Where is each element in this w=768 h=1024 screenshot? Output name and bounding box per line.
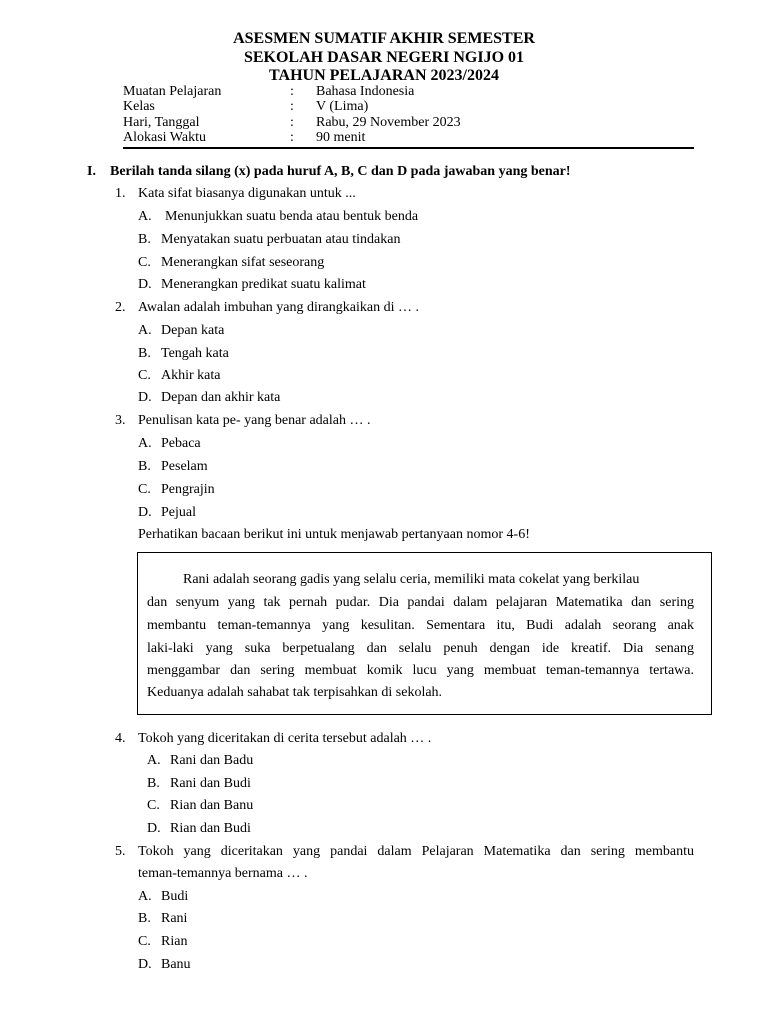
- option-letter: B.: [138, 346, 151, 361]
- option-text: Rani: [161, 911, 188, 926]
- option-letter: D.: [138, 505, 152, 520]
- option-text: Banu: [161, 957, 191, 972]
- option-text: Peselam: [161, 459, 208, 474]
- passage-line: membantu teman-temannya yang kesulitan. Sementara itu, Budi adalah seorang anak: [147, 618, 694, 633]
- option-letter: C.: [138, 934, 151, 949]
- question-text: Kata sifat biasanya digunakan untuk ...: [138, 186, 356, 201]
- option-letter: D.: [147, 821, 161, 836]
- header-divider: [123, 147, 694, 149]
- info-label: Alokasi Waktu: [123, 130, 206, 145]
- option-letter: A.: [138, 209, 152, 224]
- option-text: Rian: [161, 934, 188, 949]
- question-text-continued: teman-temannya bernama … .: [138, 866, 308, 881]
- exam-title: ASESMEN SUMATIF AKHIR SEMESTER: [233, 30, 535, 47]
- info-label: Kelas: [123, 99, 155, 114]
- academic-year: TAHUN PELAJARAN 2023/2024: [269, 67, 499, 84]
- option-text: Pengrajin: [161, 482, 215, 497]
- reading-instruction: Perhatikan bacaan berikut ini untuk menjawab pertanyaan nomor 4-6!: [138, 527, 530, 542]
- option-text: Menyatakan suatu perbuatan atau tindakan: [161, 232, 401, 247]
- passage-line: Keduanya adalah sahabat tak terpisahkan di sekolah.: [147, 685, 443, 700]
- option-letter: D.: [138, 957, 152, 972]
- passage-line: Rani adalah seorang gadis yang selalu ceria, memiliki mata cokelat yang berkilau: [183, 572, 640, 587]
- option-text: Depan dan akhir kata: [161, 390, 281, 405]
- question-number: 1.: [115, 186, 126, 201]
- option-letter: C.: [138, 255, 151, 270]
- info-value: Bahasa Indonesia: [316, 84, 415, 99]
- option-letter: B.: [138, 459, 151, 474]
- option-text: Rani dan Budi: [170, 776, 251, 791]
- option-text: Menerangkan predikat suatu kalimat: [161, 277, 366, 292]
- passage-line: laki-laki yang suka berpetualang dan selalu penuh dengan ide kreatif. Dia senang: [147, 641, 694, 656]
- section-number: I.: [87, 164, 96, 179]
- info-value: V (Lima): [316, 99, 369, 114]
- option-letter: A.: [138, 323, 152, 338]
- question-text: Awalan adalah imbuhan yang dirangkaikan di … .: [138, 300, 419, 315]
- question-number: 4.: [115, 731, 126, 746]
- option-text: Menerangkan sifat seseorang: [161, 255, 325, 270]
- option-letter: B.: [138, 232, 151, 247]
- option-text: Tengah kata: [161, 346, 229, 361]
- question-number: 2.: [115, 300, 126, 315]
- passage-line: menggambar dan sering membuat komik lucu yang membuat teman-temannya tertawa.: [147, 663, 694, 678]
- question-text: Tokoh yang diceritakan yang pandai dalam Pelajaran Matematika dan sering membantu: [138, 844, 694, 859]
- info-value: 90 menit: [316, 130, 366, 145]
- option-letter: C.: [138, 482, 151, 497]
- option-text: Budi: [161, 889, 189, 904]
- option-letter: A.: [138, 889, 152, 904]
- option-letter: C.: [138, 368, 151, 383]
- option-text: Rian dan Budi: [170, 821, 251, 836]
- option-text: Depan kata: [161, 323, 225, 338]
- option-text: Pejual: [161, 505, 196, 520]
- option-text: Akhir kata: [161, 368, 221, 383]
- option-text: Menunjukkan suatu benda atau bentuk benda: [165, 209, 419, 224]
- info-value: Rabu, 29 November 2023: [316, 115, 461, 130]
- option-letter: A.: [138, 436, 152, 451]
- school-name: SEKOLAH DASAR NEGERI NGIJO 01: [243, 49, 525, 66]
- option-text: Rani dan Badu: [170, 753, 254, 768]
- question-number: 3.: [115, 413, 126, 428]
- option-letter: D.: [138, 277, 152, 292]
- question-text: Tokoh yang diceritakan di cerita tersebut adalah … .: [138, 731, 432, 746]
- option-text: Pebaca: [161, 436, 201, 451]
- info-label: Muatan Pelajaran: [123, 84, 222, 99]
- option-letter: B.: [147, 776, 160, 791]
- info-separator: :: [290, 99, 294, 114]
- option-letter: D.: [138, 390, 152, 405]
- info-separator: :: [290, 115, 294, 130]
- option-letter: C.: [147, 798, 160, 813]
- info-separator: :: [290, 84, 294, 99]
- option-letter: B.: [138, 911, 151, 926]
- option-text: Rian dan Banu: [170, 798, 254, 813]
- info-separator: :: [290, 130, 294, 145]
- section-instruction: Berilah tanda silang (x) pada huruf A, B, C dan D pada jawaban yang benar!: [110, 164, 571, 179]
- passage-line: dan senyum yang tak pernah pudar. Dia pandai dalam pelajaran Matematika dan sering: [147, 595, 694, 610]
- option-letter: A.: [147, 753, 161, 768]
- question-text: Penulisan kata pe- yang benar adalah … .: [138, 413, 371, 428]
- question-number: 5.: [115, 844, 126, 859]
- info-label: Hari, Tanggal: [123, 115, 200, 130]
